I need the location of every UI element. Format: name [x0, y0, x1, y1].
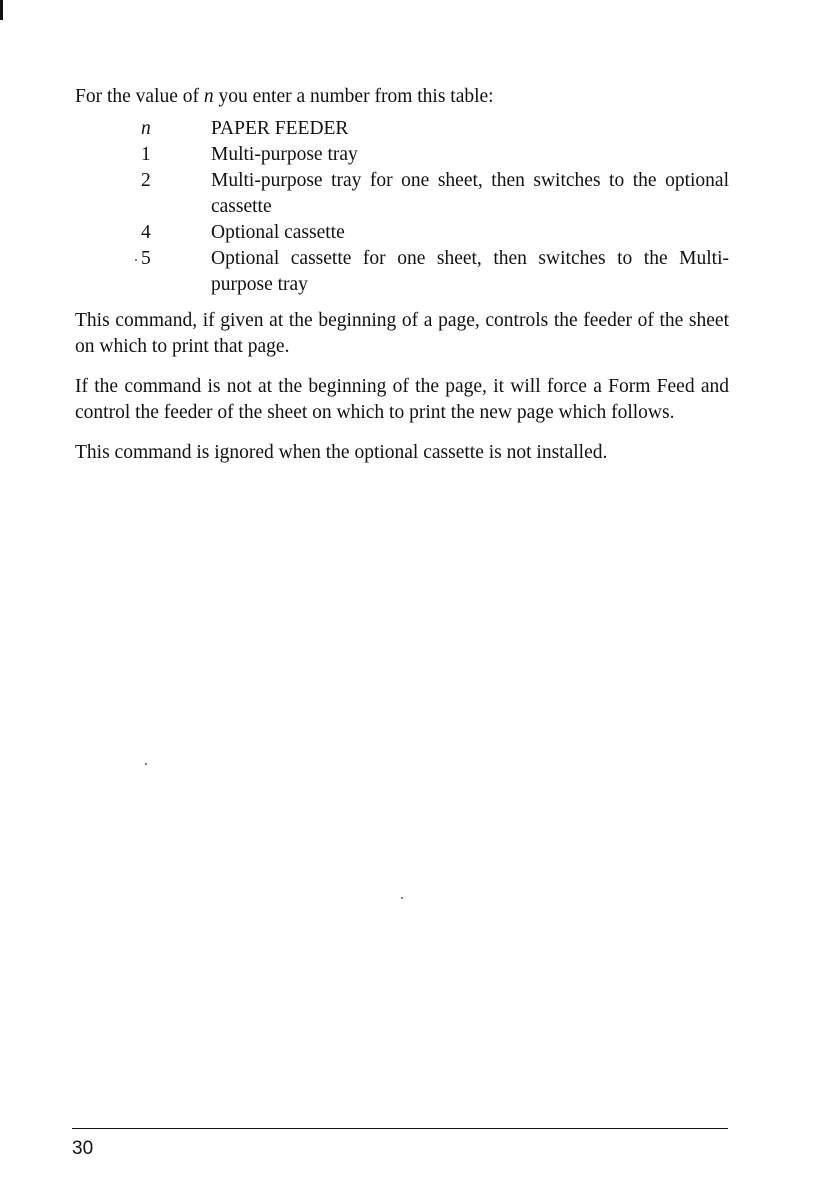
intro-variable: n [203, 86, 214, 107]
table-header-paper-feeder: PAPER FEEDER [211, 118, 349, 139]
table-cell-n: 5 [141, 248, 151, 269]
table-header-row [75, 116, 729, 142]
table-cell-feeder: Optional cassette for one sheet, then switches to the Multi-purpose tray [211, 248, 729, 295]
intro-text-before: For the value of [75, 86, 204, 107]
table-row [75, 246, 729, 298]
page-body [75, 84, 729, 480]
paragraph-form-feed: If the command is not at the beginning of the page, it will force a Form Feed and control the feeder of the sheet on which to print the new page which follows. [75, 376, 729, 423]
table-cell-n: 4 [141, 222, 151, 243]
table-cell-feeder: Optional cassette [211, 222, 345, 243]
table-row [75, 142, 729, 168]
page-number: 30 [72, 1138, 94, 1159]
page-footer [72, 1128, 728, 1159]
paper-feeder-table [75, 116, 729, 298]
paragraph-feeder-control: This command, if given at the beginning of a page, controls the feeder of the sheet on which to print that page. [75, 310, 729, 357]
intro-sentence [75, 84, 729, 110]
scan-speck [401, 897, 403, 899]
table-cell-feeder: Multi-purpose tray [211, 144, 358, 165]
intro-text-after: you enter a number from this table: [213, 86, 494, 107]
scan-edge-mark [0, 0, 3, 20]
scan-speck [145, 763, 147, 765]
paragraph-ignored-note: This command is ignored when the optional cassette is not installed. [75, 442, 608, 463]
footer-rule [72, 1128, 728, 1129]
table-cell-n: 2 [141, 170, 151, 191]
table-row [75, 168, 729, 220]
table-row [75, 220, 729, 246]
table-header-n: n [141, 118, 151, 139]
table-cell-n: 1 [141, 144, 151, 165]
table-cell-feeder: Multi-purpose tray for one sheet, then switches to the optional cassette [211, 170, 729, 217]
